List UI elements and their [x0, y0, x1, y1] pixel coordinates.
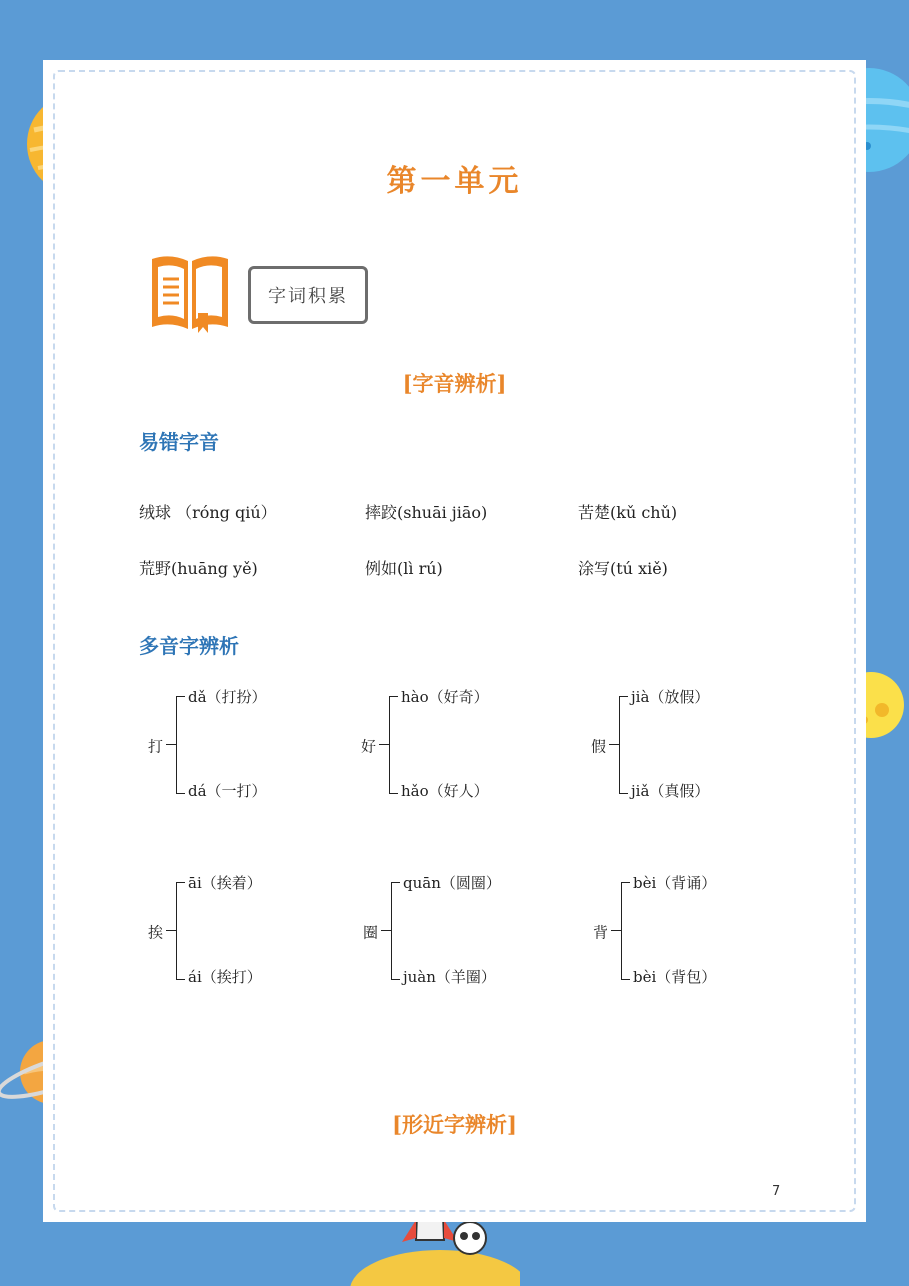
word-item: 绒球 （róng qiú） [139, 503, 277, 522]
bracket [176, 696, 185, 794]
section-heading-similar-chars: [形近字辨析] [392, 1112, 517, 1137]
page-title: 第一单元 [386, 164, 523, 199]
polyphone-char: 挨 [148, 923, 164, 942]
reading-2: dá（一打） [188, 782, 267, 800]
polyphone-group [591, 686, 791, 806]
section-tag: 字词积累 [248, 266, 368, 324]
bracket [391, 882, 400, 980]
reading-1: jià（放假） [631, 688, 710, 706]
bracket-stem [381, 930, 391, 931]
page-sheet [43, 60, 866, 1222]
word-item: 摔跤(shuāi jiāo) [365, 503, 488, 522]
word-item: 例如(lì rú) [365, 559, 443, 578]
reading-2: bèi（背包） [633, 968, 717, 986]
word-item: 荒野(huāng yě) [139, 559, 258, 578]
reading-1: quān（圆圈） [403, 874, 501, 892]
polyphone-group [593, 872, 793, 992]
bracket [389, 696, 398, 794]
word-item: 苦楚(kǔ chǔ) [578, 503, 678, 522]
polyphone-group [361, 686, 561, 806]
polyphone-char: 好 [361, 737, 377, 756]
reading-2: ái（挨打） [188, 968, 262, 986]
polyphone-char: 假 [591, 737, 607, 756]
reading-2: jiǎ（真假） [631, 782, 710, 800]
open-book-icon [146, 253, 234, 333]
reading-2: hǎo（好人） [401, 782, 489, 800]
bracket [176, 882, 185, 980]
subheading-polyphonic: 多音字辨析 [139, 634, 239, 658]
polyphone-group [148, 872, 348, 992]
page-number: 7 [772, 1184, 781, 1199]
reading-1: bèi（背诵） [633, 874, 717, 892]
polyphone-char: 打 [148, 737, 164, 756]
bracket-stem [609, 744, 619, 745]
bracket-stem [611, 930, 621, 931]
bracket-stem [166, 930, 176, 931]
subheading-error-prone: 易错字音 [139, 430, 219, 454]
reading-1: āi（挨着） [188, 874, 262, 892]
polyphone-group [363, 872, 563, 992]
reading-2: juàn（羊圈） [403, 968, 496, 986]
section-heading-pronunciation: [字音辨析] [402, 371, 507, 396]
polyphone-char: 圈 [363, 923, 379, 942]
word-item: 涂写(tú xiě) [578, 559, 668, 578]
reading-1: dǎ（打扮） [188, 688, 267, 706]
polyphone-char: 背 [593, 923, 609, 942]
reading-1: hào（好奇） [401, 688, 489, 706]
bracket-stem [166, 744, 176, 745]
polyphone-group [148, 686, 348, 806]
bracket [621, 882, 630, 980]
bracket [619, 696, 628, 794]
bracket-stem [379, 744, 389, 745]
